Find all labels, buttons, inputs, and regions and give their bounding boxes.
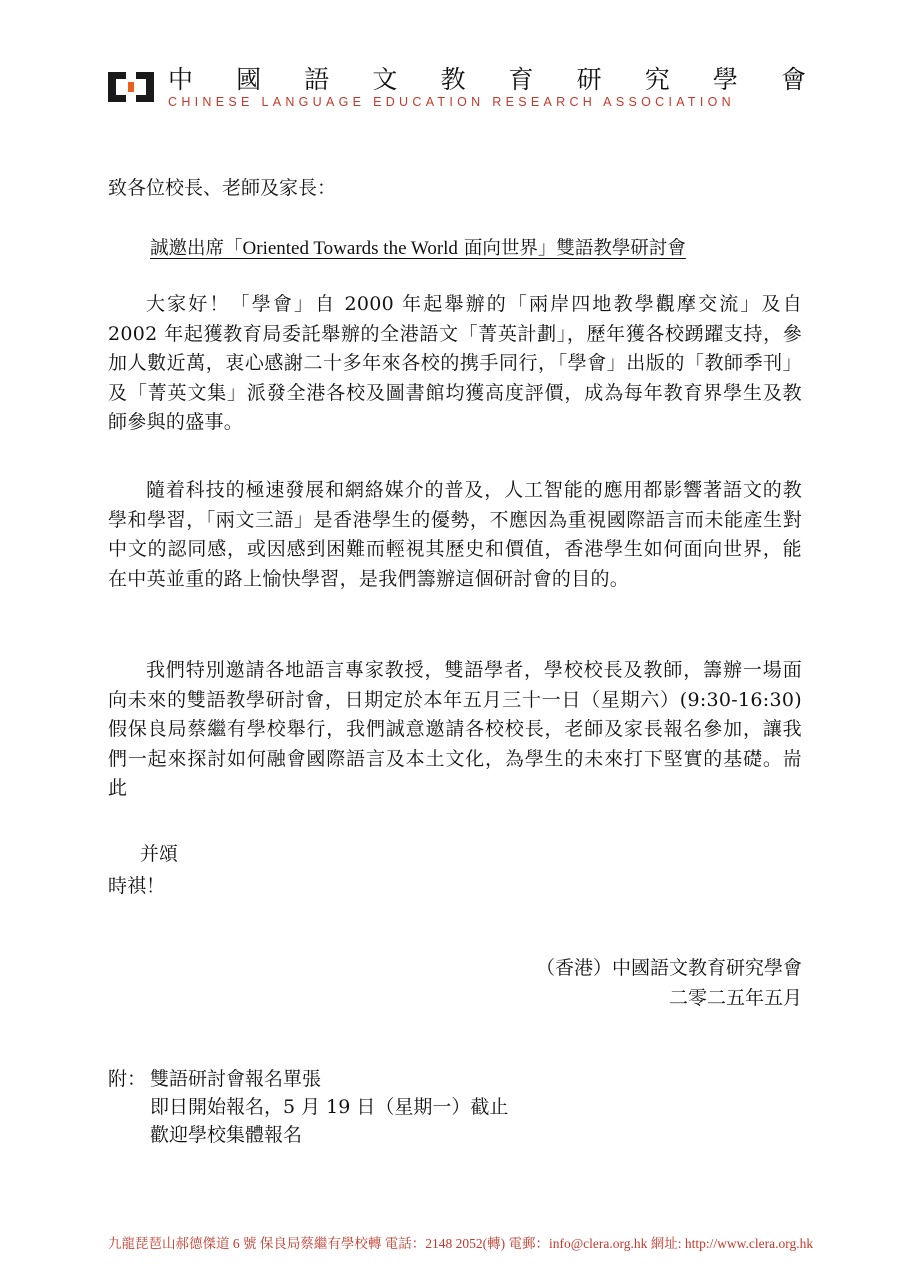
body-paragraph-2: 隨着科技的極速發展和網絡媒介的普及，人工智能的應用都影響著語文的教學和學習，「兩文三語」是香港學生的優勢，不應因為重視國際語言而未能產生對中文的認同感，或因感到困難而輕視其歷史和價值，香港學生如何面向世界，能在中英並重的路上愉快學習，是我們籌辦這個研討會的目的。 <box>108 479 802 590</box>
association-logo-icon <box>106 68 156 106</box>
org-name-char: 語 <box>304 65 330 94</box>
signature-org: （香港）中國語文教育研究學會 <box>535 957 802 979</box>
body-paragraph-1: 大家好！「學會」自 2000 年起舉辦的「兩岸四地教學觀摩交流」及自 2002 年起獲教育局委託舉辦的全港語文「菁英計劃」，歷年獲各校踴躍支持，參加人數近萬，衷心感謝二十多年來各校的携手同行，「學會」出版的「教師季刊」及「菁英文集」派發全港各校及圖書館均獲高度評價，成為每年教育界學生及教師參與的盛事。 <box>108 293 802 433</box>
org-name-en: CHINESE LANGUAGE EDUCATION RESEARCH ASSOCIATION <box>168 95 735 109</box>
letter-title <box>150 234 686 263</box>
salutation: 致各位校長、老師及家長： <box>108 177 337 199</box>
attachment-line: 雙語研討會報名單張 <box>150 1068 322 1090</box>
body-paragraph-3: 我們特別邀請各地語言專家教授，雙語學者，學校校長及教師，籌辦一場面向未來的雙語教學研討會，日期定於本年五月三十一日（星期六）(9:30-16:30)假保良局蔡繼有學校舉行，我們誠意邀請各校校長，老師及家長報名參加，讓我們一起來探討如何融會國際語言及本土文化，為學生的未來打下堅實的基礎。耑此 <box>108 659 802 799</box>
org-name-char: 會 <box>780 65 806 94</box>
title-prefix: 誠邀出席「 <box>150 238 243 259</box>
org-name-char: 文 <box>372 65 398 94</box>
footer-contact: 九龍琵琶山郝德傑道 6 號 保良局蔡繼有學校轉 電話：2148 2052(轉) 電郵：info@clera.org.hk 網址: http://www.clera.org.hk <box>108 1236 814 1251</box>
attachment-line: 即日開始報名，5 月 19 日（星期一）截止 <box>150 1096 509 1118</box>
org-name-char: 育 <box>508 65 534 94</box>
org-name-cn <box>168 66 806 94</box>
attachment-label: 附： <box>108 1068 147 1090</box>
org-name-char: 中 <box>168 65 194 94</box>
title-suffix: 面向世界」雙語教學研討會 <box>457 238 686 259</box>
closing-line-1: 并頌 <box>140 843 179 865</box>
org-name-char: 教 <box>440 65 466 94</box>
signature-date: 二零二五年五月 <box>668 987 802 1009</box>
org-name-char: 學 <box>712 65 738 94</box>
attachment-line: 歡迎學校集體報名 <box>150 1124 303 1146</box>
title-english: Oriented Towards the World <box>242 238 458 259</box>
org-name-char: 國 <box>236 65 262 94</box>
closing-line-2: 時祺！ <box>108 875 166 897</box>
letterhead <box>106 66 806 110</box>
org-name-char: 研 <box>576 65 602 94</box>
org-name-char: 究 <box>644 65 670 94</box>
